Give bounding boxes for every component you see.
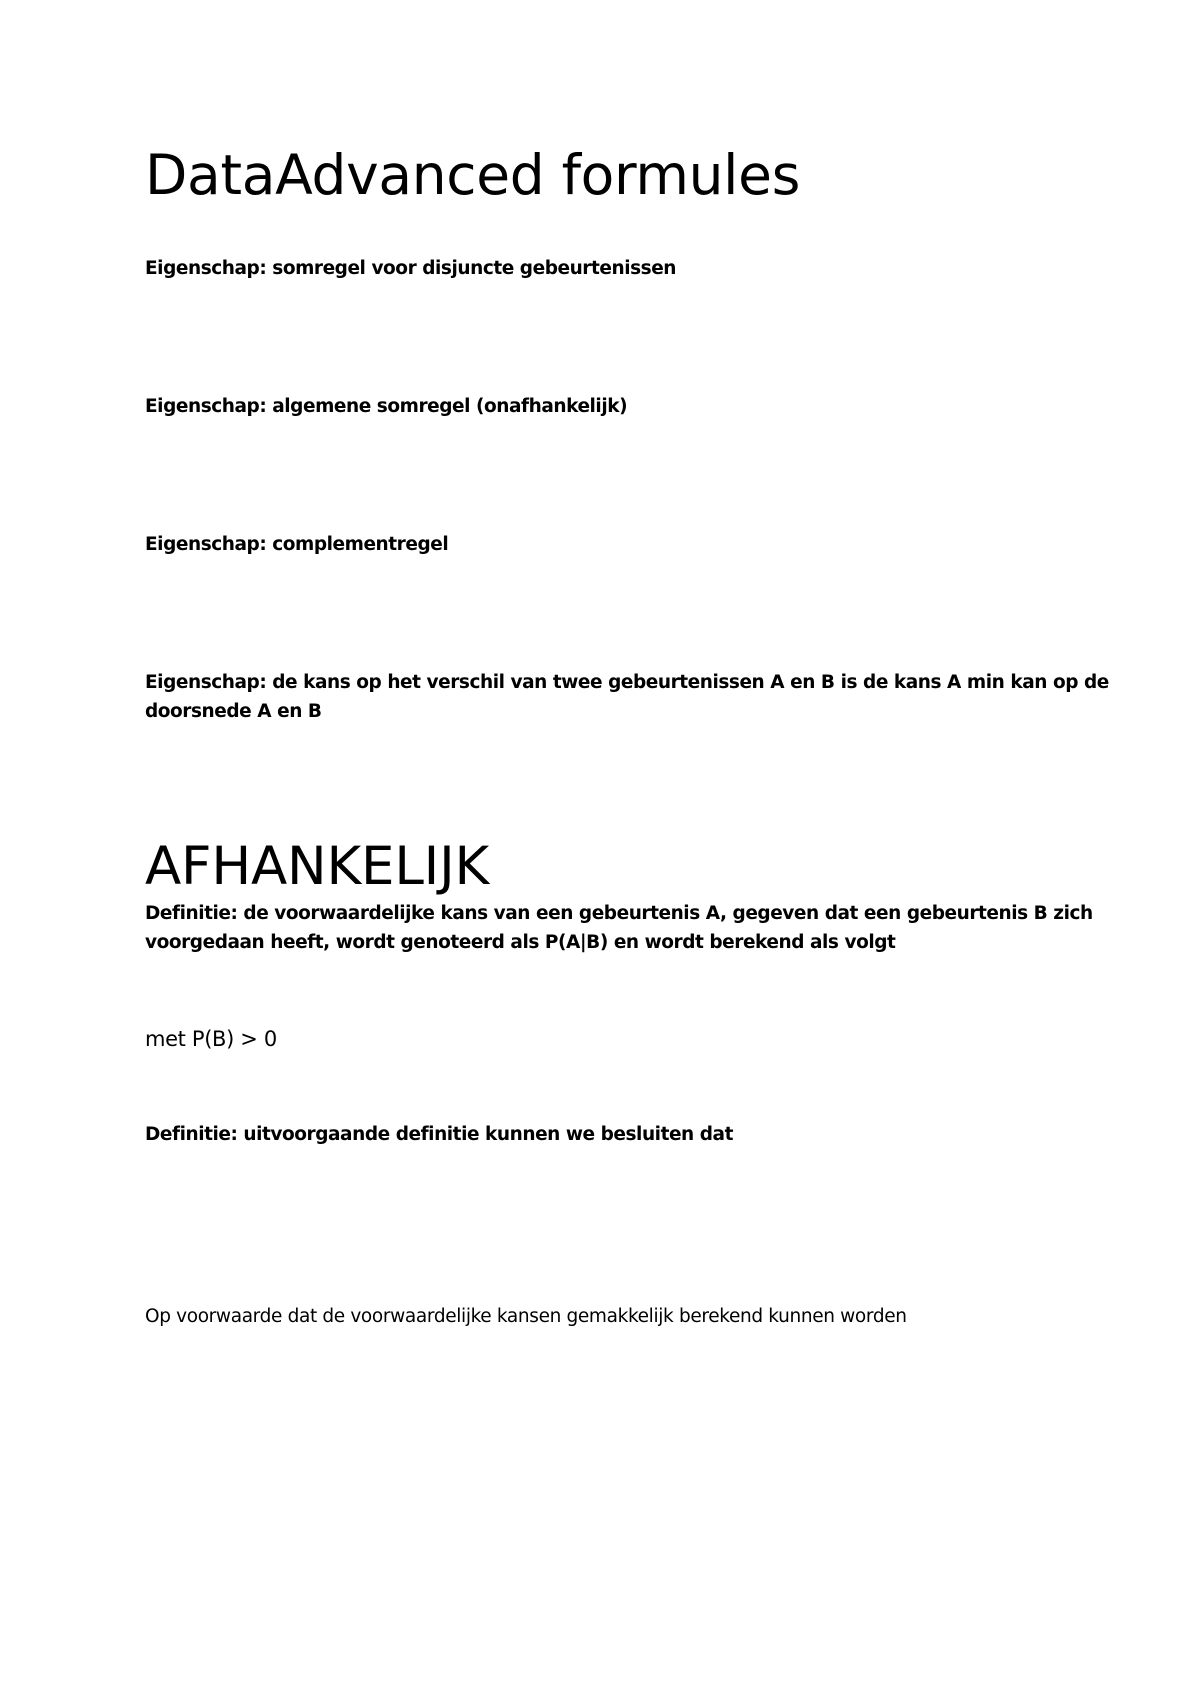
- property-difference-line-1: Eigenschap: de kans op het verschil van twee gebeurtenissen A en B is de kans A min kan op de: [145, 672, 1109, 693]
- property-complement-rule: Eigenschap: complementregel: [145, 534, 449, 555]
- definition-conclusion: Definitie: uitvoorgaande definitie kunnen we besluiten dat: [145, 1124, 733, 1145]
- condition-note: Op voorwaarde dat de voorwaardelijke kansen gemakkelijk berekend kunnen worden: [145, 1306, 907, 1327]
- property-difference-line-2: doorsnede A en B: [145, 701, 322, 722]
- document-title: DataAdvanced formules: [145, 143, 801, 207]
- condition-text: met P(B) > 0: [145, 1027, 277, 1051]
- property-general-sum-rule: Eigenschap: algemene somregel (onafhankelijk): [145, 396, 628, 417]
- definition-conditional-line-2: voorgedaan heeft, wordt genoteerd als P(A|B) en wordt berekend als volgt: [145, 932, 896, 953]
- definition-conditional-line-1: Definitie: de voorwaardelijke kans van een gebeurtenis A, gegeven dat een gebeurtenis B zich: [145, 903, 1093, 924]
- section-heading-afhankelijk: AFHANKELIJK: [145, 836, 490, 897]
- property-disjoint-sum-rule: Eigenschap: somregel voor disjuncte gebeurtenissen: [145, 258, 677, 279]
